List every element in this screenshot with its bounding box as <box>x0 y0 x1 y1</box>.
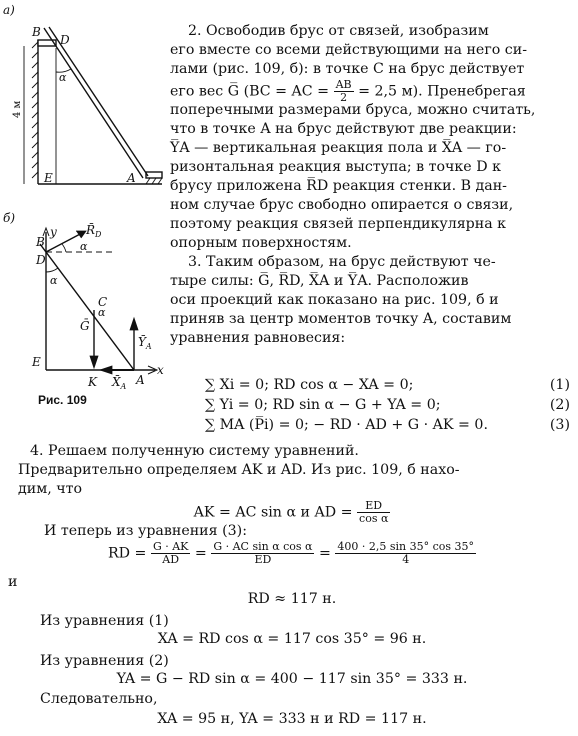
p3-line4: приняв за центр моментов точку A, составим <box>170 311 512 327</box>
xa-label: $X̄_A$ <box>112 375 127 391</box>
p4-line7: Следовательно, <box>40 691 158 707</box>
point-c-b: C <box>98 295 108 309</box>
axis-x-label: x <box>157 363 164 377</box>
fig-label-b: б) <box>3 211 16 225</box>
p3-line5: уравнения равновесия: <box>170 330 346 346</box>
g-arrowhead <box>90 356 98 368</box>
and-word: и <box>8 574 18 590</box>
alpha-a: α <box>59 71 67 84</box>
height-label: 4 м <box>12 100 23 118</box>
figure-109 <box>0 0 165 420</box>
point-b-a: B <box>32 25 41 39</box>
point-k-b: K <box>88 375 97 389</box>
p3-line3: оси проекций как показано на рис. 109, б и <box>170 292 499 308</box>
point-e-b: E <box>32 355 41 369</box>
p2-line3: лами (рис. 109, б): в точке C на брус действует <box>170 61 525 77</box>
point-d-b: D <box>36 253 46 267</box>
point-e-a: E <box>44 171 53 185</box>
point-a-a: A <box>127 171 136 185</box>
p2-line8: ризонтальная реакция выступа; в точке D к <box>170 159 501 175</box>
p4-line2: Предварительно определяем AK и AD. Из рис. 109, б нахо- <box>18 462 460 478</box>
p2-line10: ном случае брус свободно опирается о связи, <box>170 197 514 213</box>
p2-line11: поэтому реакция связей перпендикулярна к <box>170 216 507 232</box>
p2-line1: 2. Освободив брус от связей, изобразим <box>188 23 489 39</box>
p2-line4: его вес G̅ (BC = AC = $\frac{AB}{2}$ = 2,5 м). Пренебрегая <box>170 78 526 104</box>
p3-line1: 3. Таким образом, на брус действуют че- <box>188 254 496 270</box>
formula-ya: YA = G − RD sin α = 400 − 117 sin 35° = 333 н. <box>116 671 468 687</box>
formula-rd-result: RD ≈ 117 н. <box>247 591 337 607</box>
equation-1: ∑ Xi = 0; RD cos α − XA = 0; (1) <box>205 377 570 393</box>
wall-hatching-a <box>32 42 38 178</box>
rd-label: $R̄_D$ <box>86 223 102 239</box>
rd-arrowhead <box>76 231 86 238</box>
p2-line12: опорным поверхностям. <box>170 235 352 251</box>
ya-label: $Ȳ_A$ <box>138 335 152 351</box>
alpha-b2: α <box>50 274 58 287</box>
p2-line2: его вместе со всеми действующими на него си- <box>170 42 528 58</box>
figure-caption: Рис. 109 <box>38 393 87 407</box>
floor-hatching-a <box>146 178 162 184</box>
p3-line2: тыре силы: G̅, R̅D, X̅A и Y̅A. Расположив <box>170 273 469 289</box>
point-d-a: D <box>60 33 70 47</box>
formula-ak-ad: AK = AC sin α и AD = $\frac{ED}{\text{cos α}}$ <box>193 499 389 525</box>
p4-line3: дим, что <box>18 481 83 497</box>
p2-line5: поперечными размерами бруса, можно считать, <box>170 102 536 118</box>
beam-a-edge2 <box>49 27 148 176</box>
g-label: Ḡ <box>80 319 90 333</box>
formula-xa: XA = RD cos α = 117 cos 35° = 96 н. <box>157 631 427 647</box>
formula-final: XA = 95 н, YA = 333 н и RD = 117 н. <box>157 711 427 727</box>
beam-a-edge1 <box>44 28 143 178</box>
p2-line7: Y̅A — вертикальная реакция пола и X̅A — го- <box>170 140 507 156</box>
xa-arrowhead <box>100 366 112 374</box>
alpha-b3: α <box>98 306 106 319</box>
beam-b <box>40 244 134 370</box>
p4-line6: Из уравнения (2) <box>40 653 169 669</box>
ya-arrowhead <box>130 318 138 330</box>
p2-line9: брусу приложена R̅D реакция стенки. В дан- <box>170 178 507 194</box>
alpha-b1: α <box>80 240 88 253</box>
ledge-a <box>146 172 162 178</box>
point-a-b: A <box>136 373 145 387</box>
fig-label-a: а) <box>3 3 15 17</box>
point-b-b: B <box>36 235 45 249</box>
p2-line6: что в точке A на брус действуют две реакции: <box>170 121 517 137</box>
angle-arc-b1 <box>46 268 58 272</box>
p4-line4: И теперь из уравнения (3): <box>44 523 247 539</box>
angle-arc-b2 <box>62 244 66 252</box>
equation-3: ∑ MA (P̅i) = 0; − RD · AD + G · AK = 0. (3) <box>205 417 570 433</box>
axis-y-label: y <box>50 225 57 239</box>
equation-2: ∑ Yi = 0; RD sin α − G + YA = 0; (2) <box>205 397 570 413</box>
p4-line1: 4. Решаем полученную систему уравнений. <box>30 443 359 459</box>
equilibrium-equations <box>205 377 570 437</box>
p4-line5: Из уравнения (1) <box>40 613 169 629</box>
formula-rd: RD = $\frac{G \cdot AK}{AD}$ = $\frac{\text{G · AC sin α cos α}}{ED}$ = $\frac{400 \cdot 2,5 \sin 35^\circ \cos 35^\circ}{4}$ <box>107 540 475 566</box>
right-column-text <box>170 22 568 348</box>
